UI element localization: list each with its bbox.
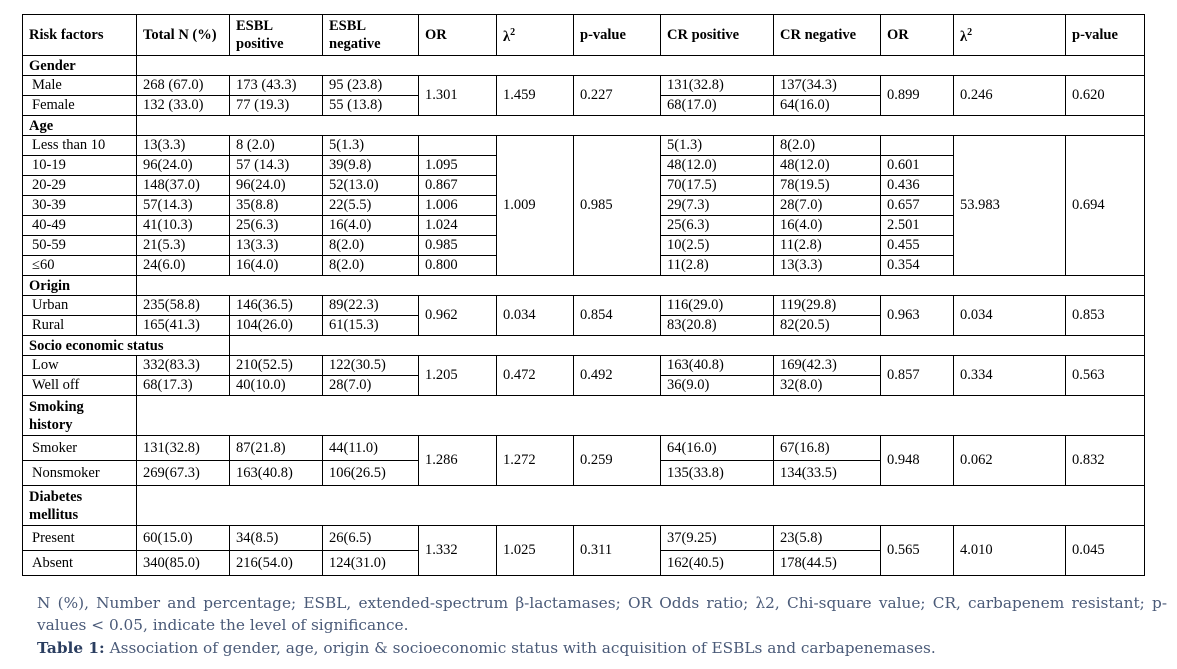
table-row-present xyxy=(23,526,1145,551)
row-label: Nonsmoker xyxy=(23,461,137,486)
table-row-urban xyxy=(23,296,1145,316)
row-label: 50-59 xyxy=(23,236,137,256)
cell-esbl-negative: 61(15.3) xyxy=(323,316,419,336)
caption-label: Table 1: xyxy=(37,639,105,657)
cell-total: 60(15.0) xyxy=(137,526,230,551)
cell-cr-negative: 178(44.5) xyxy=(774,551,881,576)
cell-esbl-positive: 163(40.8) xyxy=(230,461,323,486)
cell-total: 24(6.0) xyxy=(137,256,230,276)
cell-cr-negative: 11(2.8) xyxy=(774,236,881,256)
cell-cr-negative: 67(16.8) xyxy=(774,436,881,461)
cell-cr-negative: 137(34.3) xyxy=(774,76,881,96)
cell-cr-negative: 16(4.0) xyxy=(774,216,881,236)
cell-esbl-positive: 57 (14.3) xyxy=(230,156,323,176)
cell-cr-negative: 23(5.8) xyxy=(774,526,881,551)
cell-or-esbl: 1.332 xyxy=(419,526,497,576)
cell-or-esbl xyxy=(419,136,497,156)
cell-esbl-positive: 104(26.0) xyxy=(230,316,323,336)
cell-total: 132 (33.0) xyxy=(137,96,230,116)
cell-esbl-positive: 210(52.5) xyxy=(230,356,323,376)
cell-or-esbl: 1.301 xyxy=(419,76,497,116)
cell-esbl-positive: 25(6.3) xyxy=(230,216,323,236)
cell-p-cr: 0.045 xyxy=(1066,526,1145,576)
cell-chi-esbl: 1.459 xyxy=(497,76,574,116)
table-caption xyxy=(37,637,1167,659)
table-row-male xyxy=(23,76,1145,96)
row-label: Male xyxy=(23,76,137,96)
cell-esbl-positive: 146(36.5) xyxy=(230,296,323,316)
cell-cr-negative: 64(16.0) xyxy=(774,96,881,116)
cell-total: 131(32.8) xyxy=(137,436,230,461)
cell-cr-positive: 25(6.3) xyxy=(661,216,774,236)
lambda-symbol: λ xyxy=(503,28,511,45)
cell-cr-positive: 64(16.0) xyxy=(661,436,774,461)
cell-total: 332(83.3) xyxy=(137,356,230,376)
col-cr-positive: CR positive xyxy=(661,15,774,56)
cell-esbl-positive: 16(4.0) xyxy=(230,256,323,276)
col-chi-square-esbl xyxy=(497,15,574,56)
cell-or-esbl: 0.800 xyxy=(419,256,497,276)
cell-esbl-negative: 8(2.0) xyxy=(323,256,419,276)
cell-esbl-positive: 8 (2.0) xyxy=(230,136,323,156)
row-label: 40-49 xyxy=(23,216,137,236)
cell-cr-positive: 70(17.5) xyxy=(661,176,774,196)
cell-esbl-negative: 8(2.0) xyxy=(323,236,419,256)
cell-or-cr: 0.565 xyxy=(881,526,954,576)
cell-esbl-positive: 34(8.5) xyxy=(230,526,323,551)
cell-total: 21(5.3) xyxy=(137,236,230,256)
cell-or-esbl: 0.867 xyxy=(419,176,497,196)
cell-or-cr: 0.963 xyxy=(881,296,954,336)
cell-or-cr: 0.857 xyxy=(881,356,954,396)
cell-chi-cr: 0.034 xyxy=(954,296,1066,336)
col-risk-factors: Risk factors xyxy=(23,15,137,56)
cell-esbl-negative: 106(26.5) xyxy=(323,461,419,486)
cell-p-cr: 0.832 xyxy=(1066,436,1145,486)
cell-chi-cr: 0.062 xyxy=(954,436,1066,486)
cell-or-cr: 0.354 xyxy=(881,256,954,276)
cell-esbl-positive: 96(24.0) xyxy=(230,176,323,196)
cell-or-esbl: 0.985 xyxy=(419,236,497,256)
cell-p-esbl: 0.985 xyxy=(574,136,661,276)
col-total: Total N (%) xyxy=(137,15,230,56)
row-label: Rural xyxy=(23,316,137,336)
col-chi-square-cr xyxy=(954,15,1066,56)
cell-total: 68(17.3) xyxy=(137,376,230,396)
cell-or-cr: 2.501 xyxy=(881,216,954,236)
col-esbl-positive: ESBL positive xyxy=(230,15,323,56)
col-cr-negative: CR negative xyxy=(774,15,881,56)
col-or-cr: OR xyxy=(881,15,954,56)
cell-chi-esbl: 0.034 xyxy=(497,296,574,336)
cell-esbl-negative: 5(1.3) xyxy=(323,136,419,156)
cell-cr-positive: 37(9.25) xyxy=(661,526,774,551)
cell-total: 57(14.3) xyxy=(137,196,230,216)
cell-esbl-negative: 16(4.0) xyxy=(323,216,419,236)
cell-esbl-negative: 28(7.0) xyxy=(323,376,419,396)
cell-or-esbl: 0.962 xyxy=(419,296,497,336)
cell-cr-negative: 28(7.0) xyxy=(774,196,881,216)
cell-esbl-negative: 26(6.5) xyxy=(323,526,419,551)
cell-cr-positive: 10(2.5) xyxy=(661,236,774,256)
cell-esbl-negative: 22(5.5) xyxy=(323,196,419,216)
section-row-age xyxy=(23,116,1145,136)
cell-cr-negative: 82(20.5) xyxy=(774,316,881,336)
cell-or-esbl: 1.095 xyxy=(419,156,497,176)
cell-total: 41(10.3) xyxy=(137,216,230,236)
section-row-diabetes xyxy=(23,486,1145,526)
cell-cr-positive: 162(40.5) xyxy=(661,551,774,576)
cell-or-esbl: 1.024 xyxy=(419,216,497,236)
section-label: Origin xyxy=(23,276,137,296)
cell-esbl-positive: 35(8.8) xyxy=(230,196,323,216)
cell-cr-positive: 131(32.8) xyxy=(661,76,774,96)
cell-esbl-negative: 89(22.3) xyxy=(323,296,419,316)
col-esbl-negative: ESBL negative xyxy=(323,15,419,56)
cell-esbl-positive: 77 (19.3) xyxy=(230,96,323,116)
cell-p-cr: 0.853 xyxy=(1066,296,1145,336)
cell-chi-cr: 0.334 xyxy=(954,356,1066,396)
cell-esbl-negative: 52(13.0) xyxy=(323,176,419,196)
cell-esbl-negative: 55 (13.8) xyxy=(323,96,419,116)
cell-chi-cr: 4.010 xyxy=(954,526,1066,576)
row-label: Smoker xyxy=(23,436,137,461)
cell-cr-positive: 116(29.0) xyxy=(661,296,774,316)
cell-p-esbl: 0.259 xyxy=(574,436,661,486)
cell-cr-negative: 78(19.5) xyxy=(774,176,881,196)
table-row-low xyxy=(23,356,1145,376)
cell-or-esbl: 1.286 xyxy=(419,436,497,486)
row-label: Female xyxy=(23,96,137,116)
lambda-exponent: 2 xyxy=(967,27,973,39)
cell-cr-negative: 48(12.0) xyxy=(774,156,881,176)
row-label: Less than 10 xyxy=(23,136,137,156)
cell-p-esbl: 0.854 xyxy=(574,296,661,336)
cell-esbl-negative: 39(9.8) xyxy=(323,156,419,176)
cell-chi-cr: 0.246 xyxy=(954,76,1066,116)
cell-cr-positive: 48(12.0) xyxy=(661,156,774,176)
section-row-origin xyxy=(23,276,1145,296)
cell-chi-esbl: 1.025 xyxy=(497,526,574,576)
cell-esbl-positive: 216(54.0) xyxy=(230,551,323,576)
col-or-esbl: OR xyxy=(419,15,497,56)
cell-chi-cr: 53.983 xyxy=(954,136,1066,276)
cell-chi-esbl: 1.009 xyxy=(497,136,574,276)
cell-cr-negative: 8(2.0) xyxy=(774,136,881,156)
cell-p-cr: 0.694 xyxy=(1066,136,1145,276)
row-label: Urban xyxy=(23,296,137,316)
cell-or-cr: 0.948 xyxy=(881,436,954,486)
cell-total: 13(3.3) xyxy=(137,136,230,156)
header-row xyxy=(23,15,1145,56)
row-label: 10-19 xyxy=(23,156,137,176)
cell-cr-positive: 5(1.3) xyxy=(661,136,774,156)
cell-or-cr: 0.436 xyxy=(881,176,954,196)
section-label: Socio economic status xyxy=(23,336,230,356)
section-row-gender xyxy=(23,56,1145,76)
section-label: Diabetes mellitus xyxy=(23,486,137,526)
cell-esbl-positive: 40(10.0) xyxy=(230,376,323,396)
cell-cr-negative: 169(42.3) xyxy=(774,356,881,376)
cell-esbl-negative: 95 (23.8) xyxy=(323,76,419,96)
cell-total: 269(67.3) xyxy=(137,461,230,486)
section-label: Smoking history xyxy=(23,396,137,436)
cell-or-cr: 0.657 xyxy=(881,196,954,216)
cell-or-esbl: 1.006 xyxy=(419,196,497,216)
risk-factors-table xyxy=(22,14,1145,576)
cell-chi-esbl: 1.272 xyxy=(497,436,574,486)
section-row-socio xyxy=(23,336,1145,356)
cell-cr-negative: 119(29.8) xyxy=(774,296,881,316)
cell-or-cr xyxy=(881,136,954,156)
cell-esbl-negative: 124(31.0) xyxy=(323,551,419,576)
lambda-exponent: 2 xyxy=(510,27,516,39)
cell-or-cr: 0.899 xyxy=(881,76,954,116)
cell-esbl-negative: 44(11.0) xyxy=(323,436,419,461)
cell-cr-negative: 13(3.3) xyxy=(774,256,881,276)
cell-cr-positive: 68(17.0) xyxy=(661,96,774,116)
lambda-symbol: λ xyxy=(960,28,968,45)
table-row-smoker xyxy=(23,436,1145,461)
caption-text: Association of gender, age, origin & socioeconomic status with acquisition of ESBLs and carbapenemases. xyxy=(109,639,936,657)
cell-cr-positive: 36(9.0) xyxy=(661,376,774,396)
cell-esbl-positive: 13(3.3) xyxy=(230,236,323,256)
cell-p-cr: 0.620 xyxy=(1066,76,1145,116)
section-label: Gender xyxy=(23,56,137,76)
row-label: Well off xyxy=(23,376,137,396)
cell-esbl-positive: 173 (43.3) xyxy=(230,76,323,96)
cell-p-cr: 0.563 xyxy=(1066,356,1145,396)
row-label: Low xyxy=(23,356,137,376)
cell-esbl-positive: 87(21.8) xyxy=(230,436,323,461)
col-p-value-esbl: p-value xyxy=(574,15,661,56)
cell-chi-esbl: 0.472 xyxy=(497,356,574,396)
cell-cr-negative: 134(33.5) xyxy=(774,461,881,486)
cell-cr-positive: 29(7.3) xyxy=(661,196,774,216)
col-p-value-cr: p-value xyxy=(1066,15,1145,56)
cell-or-cr: 0.455 xyxy=(881,236,954,256)
cell-p-esbl: 0.311 xyxy=(574,526,661,576)
section-label: Age xyxy=(23,116,137,136)
cell-esbl-negative: 122(30.5) xyxy=(323,356,419,376)
cell-cr-negative: 32(8.0) xyxy=(774,376,881,396)
cell-or-cr: 0.601 xyxy=(881,156,954,176)
cell-p-esbl: 0.492 xyxy=(574,356,661,396)
row-label: Present xyxy=(23,526,137,551)
cell-total: 235(58.8) xyxy=(137,296,230,316)
cell-total: 96(24.0) xyxy=(137,156,230,176)
cell-total: 268 (67.0) xyxy=(137,76,230,96)
table-footnote: N (%), Number and percentage; ESBL, extended-spectrum β-lactamases; OR Odds ratio; λ2, Chi-square value; CR, carbapenem resistant; p-values < 0.05, indicate the level of significance. xyxy=(37,594,1167,634)
table-row-age-lt10 xyxy=(23,136,1145,156)
section-row-smoking xyxy=(23,396,1145,436)
row-label: 20-29 xyxy=(23,176,137,196)
cell-or-esbl: 1.205 xyxy=(419,356,497,396)
cell-total: 148(37.0) xyxy=(137,176,230,196)
cell-total: 165(41.3) xyxy=(137,316,230,336)
cell-cr-positive: 135(33.8) xyxy=(661,461,774,486)
row-label: ≤60 xyxy=(23,256,137,276)
cell-cr-positive: 163(40.8) xyxy=(661,356,774,376)
cell-cr-positive: 11(2.8) xyxy=(661,256,774,276)
row-label: Absent xyxy=(23,551,137,576)
cell-p-esbl: 0.227 xyxy=(574,76,661,116)
cell-total: 340(85.0) xyxy=(137,551,230,576)
row-label: 30-39 xyxy=(23,196,137,216)
cell-cr-positive: 83(20.8) xyxy=(661,316,774,336)
